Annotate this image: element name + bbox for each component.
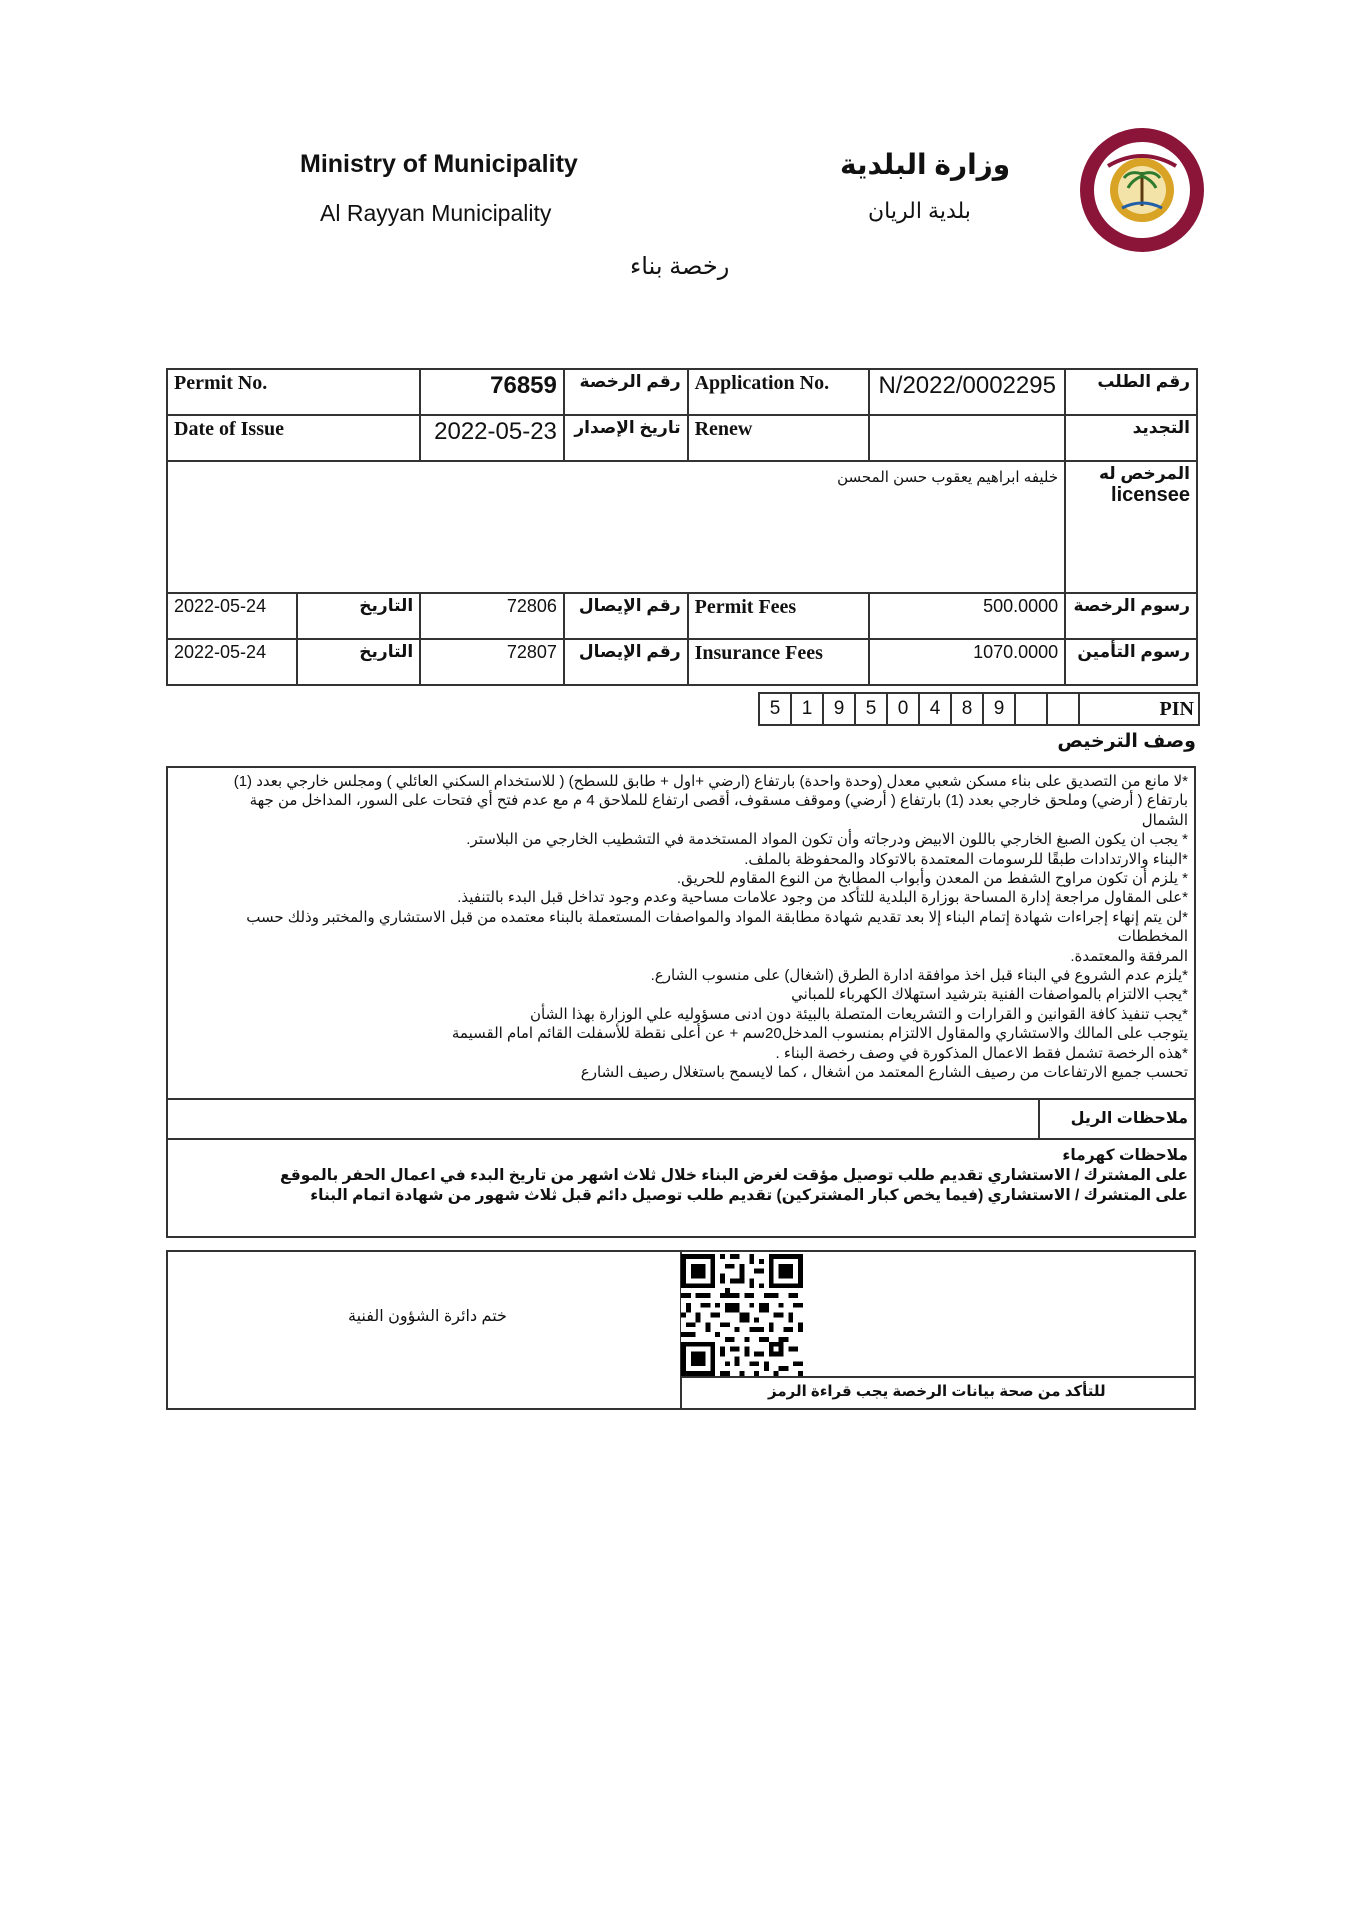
table-row <box>167 369 1197 415</box>
pin-digit: 0 <box>887 693 919 725</box>
application-no-value: N/2022/0002295 <box>869 369 1065 415</box>
renew-label: Renew <box>688 415 870 461</box>
ministry-name-ar: وزارة البلدية <box>840 149 1011 180</box>
kahramaa-notes-title: ملاحظات كهرماء <box>1062 1147 1188 1164</box>
fee-date-label: التاريخ <box>297 639 421 685</box>
permit-no-value: 76859 <box>420 369 564 415</box>
fee-receipt-label: رقم الإيصال <box>564 593 688 639</box>
description-line: *يجب تنفيذ كافة القوانين و القرارات و التشريعات المتصلة بالبيئة دون ادنى مسؤوليه علي الوزارة بهذا الشأن <box>529 1005 1188 1023</box>
kahramaa-notes-box <box>166 1140 1196 1238</box>
application-no-label: Application No. <box>688 369 870 415</box>
description-line: *لا مانع من التصديق على بناء مسكن شعبي معدل (وحدة واحدة) بارتفاع (ارضي +اول + طابق للسطح) ( للاستخدام السكني العائلي ) ومجلس خارجي بعدد (1) <box>233 773 1188 790</box>
description-line: *هذه الرخصة تشمل فقط الاعمال المذكورة في وصف رخصة البناء . <box>775 1044 1188 1062</box>
description-title: وصف الترخيص <box>1057 731 1196 752</box>
qr-caption: للتأكد من صحة بيانات الرخصة يجب قراءة الرمز <box>768 1383 1106 1400</box>
date-of-issue-label: Date of Issue <box>167 415 420 461</box>
description-line: *لن يتم إنهاء إجراءات شهادة إتمام البناء إلا بعد تقديم شهادة مطابقة المواد والمواصفات المستعملة بالبناء معتمده من قبل الاستشاري والمختبر وذلك حسب المخططات <box>246 908 1188 946</box>
application-no-label-ar: رقم الطلب <box>1065 369 1197 415</box>
document-title: رخصة بناء <box>630 253 730 280</box>
description-line: * يجب ان يكون الصبغ الخارجي باللون الابيض ودرجاته وأن تكون المواد المستخدمة في التشطيب الخارجي من البلاستر. <box>466 831 1188 849</box>
divider <box>682 1376 1194 1378</box>
fee-receipt-label: رقم الإيصال <box>564 639 688 685</box>
pin-digit: 1 <box>791 693 823 725</box>
permit-fees-label: Permit Fees <box>688 593 870 639</box>
pin-digit: 5 <box>855 693 887 725</box>
insurance-fees-label-ar: رسوم التأمين <box>1065 639 1197 685</box>
stamp-label: ختم دائرة الشؤون الفنية <box>348 1308 507 1325</box>
date-of-issue-value: 2022-05-23 <box>420 415 564 461</box>
municipality-name-ar: بلدية الريان <box>868 198 971 223</box>
pin-digit: 4 <box>919 693 951 725</box>
table-row <box>759 693 1199 725</box>
rail-notes-label: ملاحظات الريل <box>1038 1100 1194 1138</box>
fee-date-value: 2022-05-24 <box>167 639 297 685</box>
permit-no-label: Permit No. <box>167 369 420 415</box>
qatar-emblem-icon <box>1078 126 1206 254</box>
fee-date-value: 2022-05-24 <box>167 593 297 639</box>
description-line: تحسب جميع الارتفاعات من رصيف الشارع المعتمد من اشغال ، كما لايسمح باستغلال رصيف الشارع <box>580 1064 1188 1082</box>
fee-date-label: التاريخ <box>297 593 421 639</box>
description-line: *يجب الالتزام بالمواصفات الفنية بترشيد استهلاك الكهرباء للمباني <box>791 986 1188 1004</box>
table-row <box>167 461 1197 593</box>
rail-notes-row <box>166 1100 1196 1140</box>
pin-digit: 9 <box>823 693 855 725</box>
permit-fees-amount: 500.0000 <box>869 593 1065 639</box>
municipality-name-en: Al Rayyan Municipality <box>320 200 552 226</box>
permit-no-label-ar: رقم الرخصة <box>564 369 688 415</box>
pin-table <box>758 692 1200 726</box>
description-line: *البناء والارتدادات طبقًا للرسومات المعتمدة بالاتوكاد والمحفوظة بالملف. <box>744 850 1188 868</box>
permit-details-table <box>166 368 1198 686</box>
description-line: * يلزم أن تكون مراوح الشفط من المعدن وأبواب المطابخ من النوع المقاوم للحريق. <box>676 870 1188 888</box>
description-line: المرفقة والمعتمدة. <box>1070 947 1188 965</box>
kahramaa-note: على المتشرك / الاستشاري (فيما يخص كبار المشتركين) تقديم طلب توصيل دائم قبل ثلاث شهور من شهادة اتمام البناء <box>310 1187 1188 1204</box>
pin-digit <box>1047 693 1079 725</box>
permit-fees-label-ar: رسوم الرخصة <box>1065 593 1197 639</box>
description-line: *يلزم عدم الشروع في البناء قبل اخذ موافقة ادارة الطرق (اشغال) على منسوب الشارع. <box>650 967 1188 985</box>
licensee-label-ar: المرخص له <box>1098 464 1190 483</box>
insurance-fees-label: Insurance Fees <box>688 639 870 685</box>
description-line: الشمال <box>1141 811 1188 829</box>
licensee-label <box>1065 461 1197 593</box>
stamp-qr-box <box>166 1250 1196 1410</box>
qr-code-icon <box>680 1254 804 1376</box>
date-of-issue-label-ar: تاريخ الإصدار <box>564 415 688 461</box>
kahramaa-note: على المشترك / الاستشاري تقديم طلب توصيل مؤقت لغرض البناء خلال ثلاث اشهر من تاريخ البدء في اعمال الحفر بالموقع <box>280 1167 1188 1184</box>
pin-digit <box>1015 693 1047 725</box>
table-row <box>167 593 1197 639</box>
licensee-value: خليفه ابراهيم يعقوب حسن المحسن <box>167 461 1065 593</box>
licensee-label-en: licensee <box>1111 484 1190 506</box>
pin-digit: 5 <box>759 693 791 725</box>
pin-digit: 8 <box>951 693 983 725</box>
insurance-fees-amount: 1070.0000 <box>869 639 1065 685</box>
table-row <box>167 415 1197 461</box>
renew-label-ar: التجديد <box>1065 415 1197 461</box>
table-row <box>167 639 1197 685</box>
renew-value <box>869 415 1065 461</box>
description-box <box>166 766 1196 1100</box>
description-line: *على المقاول مراجعة إدارة المساحة بوزارة البلدية للتأكد من وجود علامات مساحية وعدم وجود تداخل قبل البدء بالتنفيذ. <box>457 889 1188 907</box>
fee-receipt-value: 72807 <box>420 639 564 685</box>
ministry-name-en: Ministry of Municipality <box>300 150 578 178</box>
description-line: بارتفاع ( أرضي) وملحق خارجي بعدد (1) بارتفاع ( أرضي) وموقف مسقوف، أقصى ارتفاع للملاحق 4 م مع عدم فتح أي فتحات على السور، المداخل من جهة <box>249 792 1188 810</box>
description-line: يتوجب على المالك والاستشاري والمقاول الالتزام بمنسوب المدخل20سم + عن أعلى نقطة للأسفلت القائم امام القسيمة <box>451 1025 1188 1043</box>
pin-digit: 9 <box>983 693 1015 725</box>
fee-receipt-value: 72806 <box>420 593 564 639</box>
pin-label: PIN <box>1079 693 1199 725</box>
